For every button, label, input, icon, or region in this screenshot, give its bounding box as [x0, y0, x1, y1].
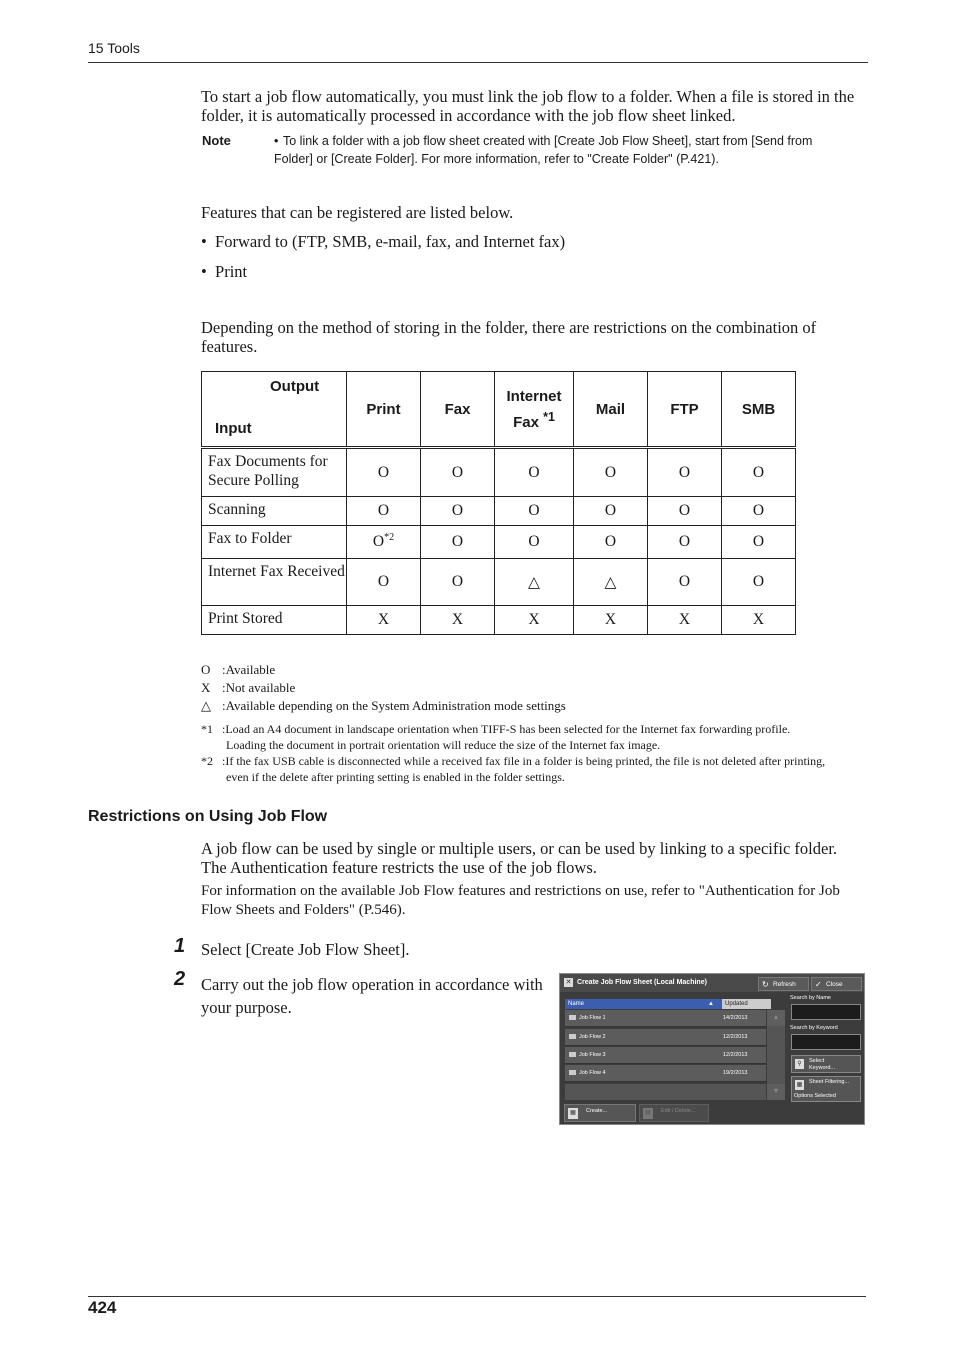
column-header: Print: [347, 372, 421, 448]
folder-icon: [569, 1070, 576, 1075]
table-cell: O: [648, 497, 722, 526]
table-cell: X: [574, 606, 648, 635]
table-cell: X: [722, 606, 796, 635]
close-label: Close: [826, 981, 843, 988]
section-paragraph: A job flow can be used by single or multiple users, or can be used by linking to a specific folder. The Authentication feature restricts the use of the job flows.: [201, 839, 838, 877]
list-scrollbar[interactable]: [767, 1010, 785, 1100]
intro-paragraph: To start a job flow automatically, you must link the job flow to a folder. When a file is stored in the folder, it is automatically processed in accordance with the job flow sheet linked.: [201, 87, 855, 125]
input-label: Input: [215, 420, 252, 437]
section-title: Restrictions on Using Job Flow: [88, 808, 328, 825]
step-text: Select [Create Job Flow Sheet].: [201, 940, 410, 959]
row-label: Fax to Folder: [202, 526, 347, 559]
section-paragraph-reference: For information on the available Job Flow features and restrictions on use, refer to "Authentication for Job Flow Sheets and Folders" (P.546).: [201, 883, 840, 918]
folder-icon: [569, 1015, 576, 1020]
table-cell: O: [574, 497, 648, 526]
table-row: [202, 497, 796, 526]
table-header-row: [202, 372, 796, 448]
edit-delete-label: Edit / Delete...: [661, 1108, 696, 1114]
step-text: Carry out the job flow operation in accordance with your purpose.: [201, 975, 543, 1017]
create-icon: ▦: [568, 1108, 578, 1119]
options-selected-status: Options Selected: [794, 1093, 836, 1099]
legend-item: X :Not available: [201, 680, 296, 695]
search-by-name-input[interactable]: [791, 1004, 861, 1020]
step-number: 1: [174, 935, 186, 957]
restriction-paragraph: Depending on the method of storing in the folder, there are restrictions on the combination of features.: [201, 318, 817, 356]
column-header: Fax: [421, 372, 495, 448]
table-cell: O: [421, 559, 495, 606]
column-header: FTP: [648, 372, 722, 448]
table-cell: O: [495, 497, 574, 526]
feature-label: Forward to (FTP, SMB, e-mail, fax, and Internet fax): [215, 232, 566, 251]
row-label: Internet Fax Received: [202, 559, 347, 606]
table-cell: O: [722, 526, 796, 559]
list-item-empty: [565, 1084, 766, 1100]
table-cell: O: [648, 448, 722, 497]
job-flow-name: Job Flow 3: [579, 1052, 606, 1058]
table-cell: X: [347, 606, 421, 635]
search-by-name-label: Search by Name: [790, 995, 831, 1001]
scroll-up-icon[interactable]: ▲: [767, 1010, 785, 1026]
table-cell: X: [421, 606, 495, 635]
feature-item: • Print: [201, 262, 248, 281]
select-keyword-label: Keyword...: [809, 1065, 835, 1071]
scroll-down-icon[interactable]: ▼: [767, 1084, 785, 1100]
table-cell: O: [495, 448, 574, 497]
feature-combination-table: [201, 371, 796, 635]
feature-item: • Forward to (FTP, SMB, e-mail, fax, and Internet fax): [201, 232, 566, 251]
edit-delete-button[interactable]: [639, 1104, 709, 1122]
footer-divider: [88, 1296, 866, 1297]
note-body: To link a folder with a job flow sheet created with [Create Job Flow Sheet], start from [Send from Folder] or [Create Folder]. For more information, refer to "Create Folder" (P.421).: [274, 134, 813, 166]
row-label: Print Stored: [202, 606, 347, 635]
column-header-internet-fax: Internet Fax $^{*1}$: [495, 372, 574, 448]
table-cell: O: [495, 526, 574, 559]
footnote-ref: *1: [543, 409, 555, 424]
table-cell: △: [574, 559, 648, 606]
select-keyword-button[interactable]: [791, 1055, 861, 1073]
screen-title: Create Job Flow Sheet (Local Machine): [577, 979, 707, 986]
edit-icon: ▤: [643, 1108, 653, 1119]
search-by-keyword-label: Search by Keyword: [790, 1025, 838, 1031]
column-header: SMB: [722, 372, 796, 448]
table-cell: O: [574, 448, 648, 497]
row-label: Fax Documents for Secure Polling: [202, 448, 347, 497]
table-cell: O: [722, 559, 796, 606]
table-row: [202, 448, 796, 497]
table-cell: $O^{*2}$: [347, 526, 421, 559]
refresh-label: Refresh: [773, 981, 796, 988]
job-flow-name: Job Flow 2: [579, 1034, 606, 1040]
check-icon: ✓: [815, 980, 822, 989]
table-cell: O: [347, 448, 421, 497]
list-item[interactable]: [565, 1010, 766, 1027]
list-item[interactable]: [565, 1029, 766, 1046]
search-by-keyword-input[interactable]: [791, 1034, 861, 1050]
step-number: 2: [174, 968, 186, 990]
bullet-icon: •: [274, 134, 279, 148]
table-cell: O: [722, 448, 796, 497]
note-text: [274, 132, 844, 168]
features-intro: Features that can be registered are listed below.: [201, 203, 514, 222]
footnote: *2 :If the fax USB cable is disconnected while a received fax file in a folder is being printed, the file is not deleted after printing, even if the delete after printing setting is enabled in the folder settings.: [201, 754, 826, 784]
table-cell: O: [648, 526, 722, 559]
close-button[interactable]: [811, 977, 862, 991]
list-header: [565, 999, 771, 1009]
page-number: 424: [88, 1298, 117, 1317]
create-button[interactable]: [564, 1104, 636, 1122]
table-cell: X: [495, 606, 574, 635]
create-label: Create...: [586, 1108, 608, 1114]
table-cell: O: [648, 559, 722, 606]
corner-cell: [202, 372, 347, 448]
job-flow-screen: [559, 973, 865, 1125]
job-flow-icon: ✕: [565, 979, 572, 986]
table-cell: O: [574, 526, 648, 559]
sort-up-icon: ▲: [708, 1001, 714, 1007]
table-cell: O: [421, 497, 495, 526]
refresh-button[interactable]: [758, 977, 809, 991]
table-cell: △: [495, 559, 574, 606]
feature-label: Print: [215, 262, 248, 281]
table-row: [202, 606, 796, 635]
job-flow-name: Job Flow 1: [579, 1015, 606, 1021]
updated-column-header[interactable]: Updated: [722, 999, 771, 1009]
select-keyword-label: Select: [809, 1058, 825, 1064]
folder-icon: [569, 1034, 576, 1039]
list-item[interactable]: [565, 1065, 766, 1082]
output-label: Output: [270, 378, 320, 395]
sheet-filtering-label: Sheet Filtering...: [809, 1079, 850, 1085]
header-divider: [88, 62, 868, 63]
row-label: Scanning: [202, 497, 347, 526]
job-flow-date: 12/2/2013: [723, 1052, 748, 1058]
table-cell: O: [421, 448, 495, 497]
column-header: Mail: [574, 372, 648, 448]
list-item[interactable]: [565, 1047, 766, 1064]
table-cell: X: [648, 606, 722, 635]
table-cell: O: [722, 497, 796, 526]
filter-icon: ▦: [796, 1082, 803, 1088]
search-icon: ⚲: [795, 1059, 804, 1069]
job-flow-date: 19/2/2013: [723, 1070, 748, 1076]
table-cell: O: [347, 559, 421, 606]
footnote-ref: *2: [384, 532, 395, 544]
table-row: [202, 526, 796, 559]
job-flow-date: 14/2/2013: [723, 1015, 748, 1021]
job-flow-date: 12/2/2013: [723, 1034, 748, 1040]
legend-item: O :Available: [201, 662, 276, 677]
legend-item: △ :Available depending on the System Administration mode settings: [201, 698, 566, 713]
table-cell: O: [421, 526, 495, 559]
job-flow-name: Job Flow 4: [579, 1070, 606, 1076]
refresh-icon: ↻: [762, 980, 769, 989]
sheet-filtering-button[interactable]: [791, 1076, 861, 1102]
footnote: *1 :Load an A4 document in landscape orientation when TIFF-S has been selected for the Internet fax forwarding profile. Loading the document in portrait orientation will reduce the size of the Internet fax image.: [201, 722, 791, 752]
note-label: Note: [202, 133, 231, 148]
legend: [201, 661, 566, 715]
table-cell: O: [347, 497, 421, 526]
chapter-header: 15 Tools: [88, 40, 140, 56]
name-column-header[interactable]: Name: [568, 1001, 585, 1007]
table-row: [202, 559, 796, 606]
folder-icon: [569, 1052, 576, 1057]
